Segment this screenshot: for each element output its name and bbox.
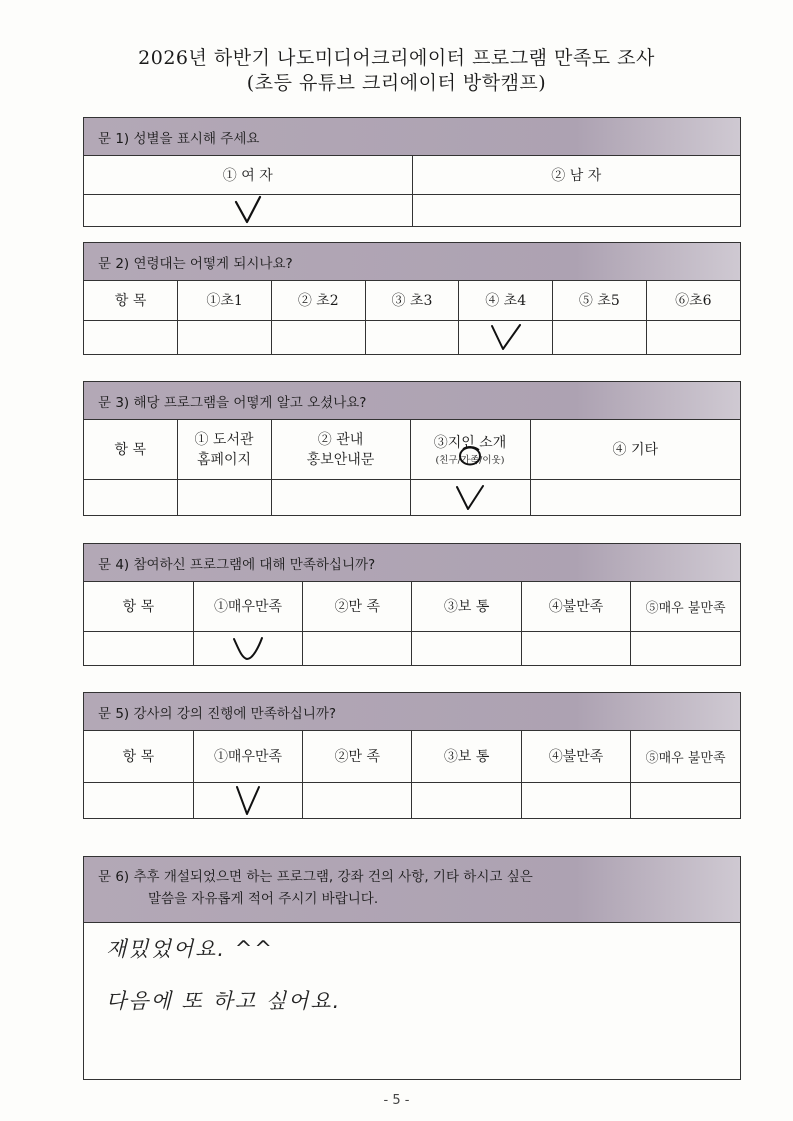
question-4-section bbox=[83, 543, 741, 666]
q4-option-satisfied[interactable]: ②만 족 bbox=[303, 582, 412, 631]
question-6-label bbox=[84, 857, 740, 923]
q4-answer-very-dissatisfied[interactable] bbox=[631, 631, 740, 665]
q3-option-3-line2: (친구/가족/이웃) bbox=[435, 455, 505, 467]
q3-option-local-notice[interactable] bbox=[271, 420, 410, 479]
q4-answer-neutral[interactable] bbox=[412, 631, 521, 665]
q3-row-header: 항 목 bbox=[84, 420, 177, 479]
page-number: - 5 - bbox=[383, 1093, 410, 1108]
q2-option-grade3[interactable]: ③ 초3 bbox=[365, 281, 459, 320]
question-5-label: 문 5) 강사의 강의 진행에 만족하십니까? bbox=[84, 693, 740, 731]
title-line-2: (초등 유튜브 크리에이터 방학캠프) bbox=[246, 72, 547, 94]
q2-option-grade1[interactable]: ①초1 bbox=[178, 281, 272, 320]
q1-answer-female[interactable] bbox=[84, 194, 412, 226]
checkmark-icon bbox=[233, 784, 263, 816]
q5-option-very-satisfied[interactable]: ①매우만족 bbox=[193, 731, 302, 782]
q5-answer-blank bbox=[84, 782, 193, 818]
q6-handwritten-line-2: 다음에 또 하고 싶어요. bbox=[106, 989, 342, 1013]
checkmark-icon bbox=[233, 195, 263, 225]
q4-answer-dissatisfied[interactable] bbox=[521, 631, 630, 665]
q1-option-male[interactable]: ② 남 자 bbox=[412, 156, 740, 194]
q3-answer-blank bbox=[84, 479, 177, 515]
q5-option-neutral[interactable]: ③보 통 bbox=[412, 731, 521, 782]
q5-answer-very-dissatisfied[interactable] bbox=[631, 782, 740, 818]
question-3-label: 문 3) 해당 프로그램을 어떻게 알고 오셨나요? bbox=[84, 382, 740, 420]
q3-option-1-line2: 홈페이지 bbox=[196, 452, 252, 469]
q3-option-3-line1: ③지인 소개 bbox=[433, 435, 507, 452]
q2-row-header: 항 목 bbox=[84, 281, 178, 320]
q5-answer-satisfied[interactable] bbox=[303, 782, 412, 818]
q5-answer-dissatisfied[interactable] bbox=[521, 782, 630, 818]
q5-answer-neutral[interactable] bbox=[412, 782, 521, 818]
q4-option-dissatisfied[interactable]: ④불만족 bbox=[521, 582, 630, 631]
q4-option-very-satisfied[interactable]: ①매우만족 bbox=[193, 582, 302, 631]
q4-option-neutral[interactable]: ③보 통 bbox=[412, 582, 521, 631]
checkmark-icon bbox=[489, 322, 523, 352]
title-line-1: 2026년 하반기 나도미디어크리에이터 프로그램 만족도 조사 bbox=[138, 47, 655, 69]
q3-option-1-line1: ① 도서관 bbox=[194, 432, 254, 449]
q4-option-very-dissatisfied[interactable]: ⑤매우 불만족 bbox=[631, 582, 740, 631]
q4-row-header: 항 목 bbox=[84, 582, 193, 631]
question-2-section bbox=[83, 242, 741, 355]
q1-option-female[interactable]: ① 여 자 bbox=[84, 156, 412, 194]
q2-answer-grade3[interactable] bbox=[365, 320, 459, 354]
q2-option-grade2[interactable]: ② 초2 bbox=[271, 281, 365, 320]
question-2-label: 문 2) 연령대는 어떻게 되시나요? bbox=[84, 243, 740, 281]
survey-title bbox=[0, 46, 793, 96]
q2-answer-grade1[interactable] bbox=[178, 320, 272, 354]
question-6-section bbox=[83, 856, 741, 1080]
q5-option-very-dissatisfied[interactable]: ⑤매우 불만족 bbox=[631, 731, 740, 782]
q3-answer-option-4[interactable] bbox=[530, 479, 740, 515]
q4-answer-satisfied[interactable] bbox=[303, 631, 412, 665]
q2-answer-grade5[interactable] bbox=[553, 320, 647, 354]
q6-answer-area[interactable] bbox=[84, 923, 740, 1079]
question-1-label: 문 1) 성별을 표시해 주세요 bbox=[84, 118, 740, 156]
q3-answer-option-3[interactable] bbox=[410, 479, 530, 515]
q3-option-referral[interactable] bbox=[410, 420, 530, 479]
circle-mark-icon bbox=[457, 445, 483, 467]
question-6-label-line2: 말씀을 자유롭게 적어 주시기 바랍니다. bbox=[148, 891, 379, 907]
question-1-section bbox=[83, 117, 741, 227]
q2-answer-grade4[interactable] bbox=[459, 320, 553, 354]
question-5-section bbox=[83, 692, 741, 819]
q4-answer-very-satisfied[interactable] bbox=[193, 631, 302, 665]
q3-option-2-line1: ② 관내 bbox=[317, 432, 364, 449]
q5-row-header: 항 목 bbox=[84, 731, 193, 782]
checkmark-icon bbox=[231, 634, 265, 662]
q6-handwritten-line-1: 재밌었어요. ^^ bbox=[106, 937, 274, 961]
q3-option-2-line2: 홍보안내문 bbox=[306, 452, 375, 469]
q2-answer-grade6[interactable] bbox=[646, 320, 740, 354]
q2-option-grade5[interactable]: ⑤ 초5 bbox=[553, 281, 647, 320]
q1-answer-male[interactable] bbox=[412, 194, 740, 226]
q5-answer-very-satisfied[interactable] bbox=[193, 782, 302, 818]
q3-option-library-homepage[interactable] bbox=[177, 420, 271, 479]
q5-option-satisfied[interactable]: ②만 족 bbox=[303, 731, 412, 782]
q3-option-other[interactable]: ④ 기타 bbox=[530, 420, 740, 479]
q2-answer-grade2[interactable] bbox=[271, 320, 365, 354]
q2-option-grade6[interactable]: ⑥초6 bbox=[646, 281, 740, 320]
question-6-label-line1: 문 6) 추후 개설되었으면 하는 프로그램, 강좌 건의 사항, 기타 하시고 싶은 bbox=[98, 869, 533, 885]
question-4-label: 문 4) 참여하신 프로그램에 대해 만족하십니까? bbox=[84, 544, 740, 582]
checkmark-icon bbox=[454, 483, 486, 511]
q4-answer-blank bbox=[84, 631, 193, 665]
q3-answer-option-2[interactable] bbox=[271, 479, 410, 515]
question-3-section bbox=[83, 381, 741, 516]
q2-option-grade4[interactable]: ④ 초4 bbox=[459, 281, 553, 320]
q5-option-dissatisfied[interactable]: ④불만족 bbox=[521, 731, 630, 782]
q3-answer-option-1[interactable] bbox=[177, 479, 271, 515]
q2-answer-blank bbox=[84, 320, 178, 354]
